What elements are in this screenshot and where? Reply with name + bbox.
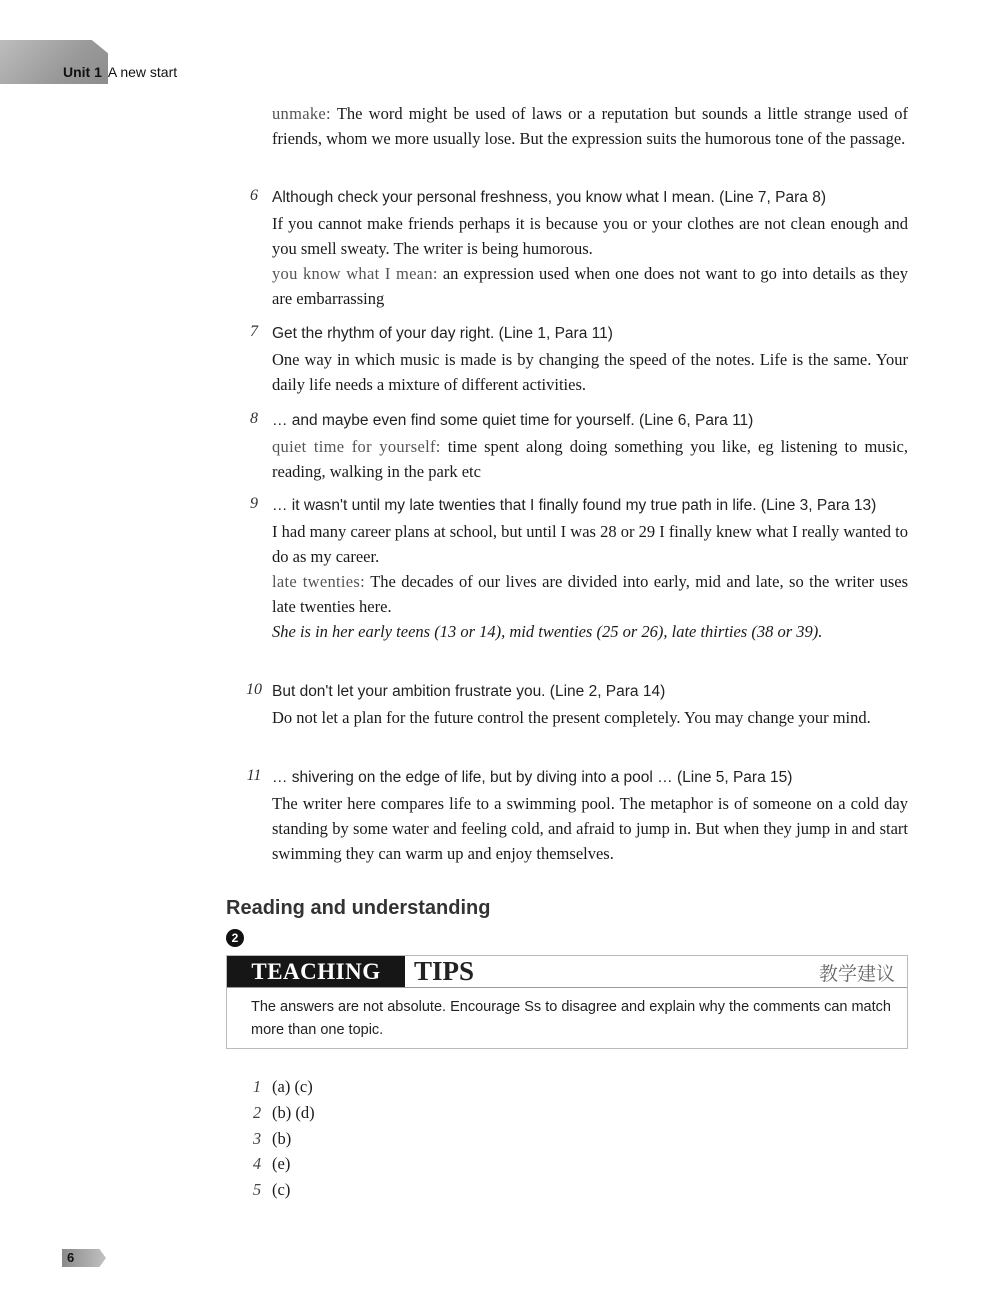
answer-list	[246, 1074, 315, 1203]
note-paragraph	[272, 347, 908, 397]
note-paragraph	[272, 211, 908, 261]
note-text: The writer here compares life to a swimming pool. The metaphor is of someone on a cold day standing by some water and feeling cold, and afraid to jump in. But when they jump in and start swimming they can warm up and enjoy themselves.	[272, 794, 908, 863]
note-heading: … and maybe even find some quiet time for yourself. (Line 6, Para 11)	[272, 412, 754, 429]
note-heading: Although check your personal freshness, you know what I mean. (Line 7, Para 8)	[272, 189, 826, 206]
answer-item	[246, 1126, 315, 1152]
intro-term: unmake:	[272, 104, 331, 123]
answer-number: 1	[252, 1077, 262, 1096]
tips-text: The answers are not absolute. Encourage Ss to disagree and explain why the comments can match more than one topic.	[251, 999, 891, 1038]
intro-text: The word might be used of laws or a reputation but sounds a little strange used of friends, whom we more usually lose. But the expression suits the humorous tone of the passage.	[272, 104, 909, 148]
intro-note	[272, 101, 908, 151]
note-number: 9	[250, 495, 258, 512]
note-item	[242, 494, 908, 644]
answer-number: 3	[252, 1128, 262, 1148]
note-paragraph	[272, 434, 908, 484]
note-example: She is in her early teens (13 or 14), mid twenties (25 or 26), late thirties (38 or 39).	[272, 622, 823, 641]
intro-paragraph	[272, 101, 908, 151]
tips-label-chinese: 教学建议	[818, 963, 895, 985]
answer-item	[246, 1100, 315, 1126]
tips-header	[227, 956, 907, 988]
answer-number: 2	[252, 1102, 262, 1122]
note-heading: But don't let your ambition frustrate you. (Line 2, Para 14)	[272, 683, 666, 700]
answer-text: (a) (c)	[272, 1077, 313, 1096]
note-term: quiet time for yourself:	[272, 437, 441, 456]
note-text: The decades of our lives are divided into early, mid and late, so the writer uses late twenties here.	[272, 572, 908, 616]
note-item	[242, 680, 908, 730]
running-header	[63, 64, 177, 80]
note-number: 11	[246, 767, 262, 784]
note-item	[242, 766, 908, 866]
note-number: 10	[246, 681, 262, 698]
note-paragraph	[272, 791, 908, 866]
answer-text: (b)	[272, 1128, 292, 1148]
note-term: you know what I mean:	[272, 264, 438, 283]
note-number: 7	[250, 323, 258, 340]
answer-item	[246, 1151, 315, 1177]
note-paragraph	[272, 705, 908, 730]
note-text: time spent along doing something you like, eg listening to music, reading, walking in the park etc	[272, 437, 908, 481]
note-text: One way in which music is made is by changing the speed of the notes. Life is the same. Your daily life needs a mixture of different activities.	[272, 350, 908, 394]
tips-label-teaching: TEACHING	[227, 956, 405, 987]
page-number: 6	[67, 1250, 75, 1265]
answer-item	[246, 1074, 315, 1100]
note-number: 8	[250, 410, 258, 427]
note-item	[242, 409, 908, 484]
note-paragraph	[272, 519, 908, 569]
note-paragraph	[272, 569, 908, 619]
note-item	[242, 186, 908, 311]
note-text: I had many career plans at school, but until I was 28 or 29 I finally knew what I really wanted to do as my career.	[272, 522, 908, 566]
teaching-tips-box	[226, 955, 908, 1049]
note-heading: … shivering on the edge of life, but by diving into a pool … (Line 5, Para 15)	[272, 769, 793, 786]
exercise-number-badge: 2	[226, 929, 244, 947]
section-title: Reading and understanding	[226, 897, 491, 919]
note-text: If you cannot make friends perhaps it is because you or your clothes are not clean enough and you smell sweaty. The writer is being humorous.	[272, 214, 908, 258]
answer-number: 5	[252, 1180, 262, 1200]
note-term: late twenties:	[272, 572, 366, 591]
answer-text: (b) (d)	[272, 1102, 315, 1122]
note-paragraph	[272, 261, 908, 311]
note-item	[242, 322, 908, 397]
answer-number: 4	[252, 1154, 262, 1174]
note-text: an expression used when one does not want to go into details as they are embarrassing	[272, 264, 908, 308]
answer-item	[246, 1177, 315, 1203]
unit-number: Unit 1	[63, 64, 102, 80]
note-number: 6	[250, 187, 258, 204]
note-heading: Get the rhythm of your day right. (Line 1, Para 11)	[272, 325, 613, 342]
answer-text: (c)	[272, 1180, 291, 1200]
unit-title: A new start	[107, 64, 178, 80]
note-text: Do not let a plan for the future control the present completely. You may change your mind.	[272, 708, 871, 727]
answer-text: (e)	[272, 1154, 291, 1174]
note-heading: … it wasn't until my late twenties that I finally found my true path in life. (Line 3, Para 13)	[272, 497, 877, 514]
tips-label-tips: TIPS	[414, 956, 475, 986]
